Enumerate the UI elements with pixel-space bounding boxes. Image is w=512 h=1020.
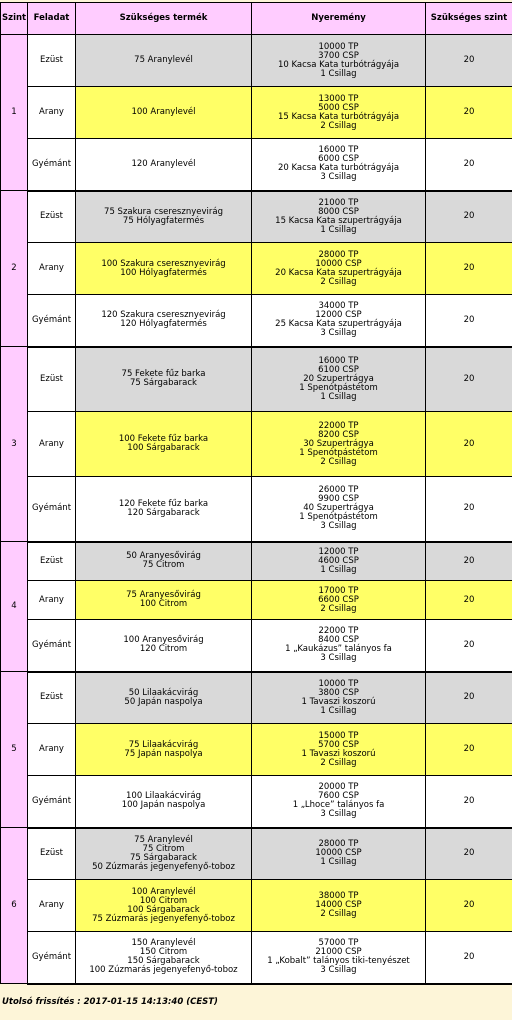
table-row xyxy=(1,347,512,412)
reward-cell: 34000 TP 12000 CSP 25 Kacsa Kata szupertrágyája 3 Csillag xyxy=(252,295,426,347)
required-cell: 100 Lilaakácvirág 100 Japán naspolya xyxy=(76,776,252,828)
table-row xyxy=(1,724,512,776)
required-cell: 120 Aranylevél xyxy=(76,139,252,191)
min-level-cell: 20 xyxy=(426,672,512,724)
table-row xyxy=(1,35,512,87)
min-level-cell: 20 xyxy=(426,295,512,347)
reward-cell: 38000 TP 14000 CSP 2 Csillag xyxy=(252,880,426,932)
required-cell: 150 Aranylevél 150 Citrom 150 Sárgabarack 100 Zúzmarás jegenyefenyő-toboz xyxy=(76,932,252,984)
required-cell: 75 Lilaakácvirág 75 Japán naspolya xyxy=(76,724,252,776)
task-cell: Arany xyxy=(28,880,76,932)
level-cell: 2 xyxy=(1,191,28,347)
required-cell: 120 Szakura cseresznyevirág 120 Hólyagfatermés xyxy=(76,295,252,347)
min-level-cell: 20 xyxy=(426,347,512,412)
reward-cell: 16000 TP 6000 CSP 20 Kacsa Kata turbótrágyája 3 Csillag xyxy=(252,139,426,191)
reward-cell: 28000 TP 10000 CSP 1 Csillag xyxy=(252,828,426,880)
reward-cell: 28000 TP 10000 CSP 20 Kacsa Kata szupertrágyája 2 Csillag xyxy=(252,243,426,295)
reward-cell: 57000 TP 21000 CSP 1 „Kobalt” talányos tiki-tenyészet 3 Csillag xyxy=(252,932,426,984)
header-reward: Nyeremény xyxy=(252,3,426,35)
event-table xyxy=(0,2,512,985)
reward-cell: 17000 TP 6600 CSP 2 Csillag xyxy=(252,581,426,620)
required-cell: 100 Szakura cseresznyevirág 100 Hólyagfatermés xyxy=(76,243,252,295)
reward-cell: 26000 TP 9900 CSP 40 Szupertrágya 1 Spenótpástétom 3 Csillag xyxy=(252,477,426,542)
reward-cell: 15000 TP 5700 CSP 1 Tavaszi koszorú 2 Csillag xyxy=(252,724,426,776)
table-row xyxy=(1,87,512,139)
level-cell: 3 xyxy=(1,347,28,542)
table-row xyxy=(1,620,512,672)
reward-cell: 22000 TP 8200 CSP 30 Szupertrágya 1 Spenótpástétom 2 Csillag xyxy=(252,412,426,477)
reward-cell: 10000 TP 3700 CSP 10 Kacsa Kata turbótrágyája 1 Csillag xyxy=(252,35,426,87)
task-cell: Ezüst xyxy=(28,347,76,412)
min-level-cell: 20 xyxy=(426,581,512,620)
min-level-cell: 20 xyxy=(426,620,512,672)
min-level-cell: 20 xyxy=(426,724,512,776)
min-level-cell: 20 xyxy=(426,880,512,932)
reward-cell: 10000 TP 3800 CSP 1 Tavaszi koszorú 1 Csillag xyxy=(252,672,426,724)
task-cell: Arany xyxy=(28,724,76,776)
table-row xyxy=(1,295,512,347)
table-row xyxy=(1,880,512,932)
table-row xyxy=(1,243,512,295)
required-cell: 50 Lilaakácvirág 50 Japán naspolya xyxy=(76,672,252,724)
reward-cell: 12000 TP 4600 CSP 1 Csillag xyxy=(252,542,426,581)
header-task: Feladat xyxy=(28,3,76,35)
reward-cell: 20000 TP 7600 CSP 1 „Lhoce” talányos fa 3 Csillag xyxy=(252,776,426,828)
table-row xyxy=(1,581,512,620)
level-cell: 6 xyxy=(1,828,28,984)
min-level-cell: 20 xyxy=(426,542,512,581)
required-cell: 75 Fekete fűz barka 75 Sárgabarack xyxy=(76,347,252,412)
task-cell: Ezüst xyxy=(28,191,76,243)
task-cell: Gyémánt xyxy=(28,620,76,672)
min-level-cell: 20 xyxy=(426,87,512,139)
task-cell: Gyémánt xyxy=(28,477,76,542)
reward-cell: 16000 TP 6100 CSP 20 Szupertrágya 1 Spenótpástétom 1 Csillag xyxy=(252,347,426,412)
required-cell: 75 Aranyesővirág 100 Citrom xyxy=(76,581,252,620)
task-cell: Gyémánt xyxy=(28,932,76,984)
task-cell: Arany xyxy=(28,581,76,620)
header-min-level: Szükséges szint xyxy=(426,3,512,35)
last-updated: Utolsó frissítés : 2017-01-15 14:13:40 (CEST) xyxy=(2,997,218,1007)
required-cell: 50 Aranyesővirág 75 Citrom xyxy=(76,542,252,581)
required-cell: 100 Aranyesővirág 120 Citrom xyxy=(76,620,252,672)
table-row xyxy=(1,776,512,828)
min-level-cell: 20 xyxy=(426,191,512,243)
table-header-row xyxy=(1,3,512,35)
required-cell: 75 Aranylevél xyxy=(76,35,252,87)
required-cell: 75 Aranylevél 75 Citrom 75 Sárgabarack 50 Zúzmarás jegenyefenyő-toboz xyxy=(76,828,252,880)
min-level-cell: 20 xyxy=(426,243,512,295)
required-cell: 75 Szakura cseresznyevirág 75 Hólyagfatermés xyxy=(76,191,252,243)
task-cell: Gyémánt xyxy=(28,139,76,191)
reward-cell: 13000 TP 5000 CSP 15 Kacsa Kata turbótrágyája 2 Csillag xyxy=(252,87,426,139)
min-level-cell: 20 xyxy=(426,412,512,477)
task-cell: Arany xyxy=(28,243,76,295)
reward-cell: 21000 TP 8000 CSP 15 Kacsa Kata szupertrágyája 1 Csillag xyxy=(252,191,426,243)
task-cell: Ezüst xyxy=(28,828,76,880)
task-cell: Ezüst xyxy=(28,542,76,581)
table-row xyxy=(1,139,512,191)
table-row xyxy=(1,672,512,724)
task-cell: Ezüst xyxy=(28,672,76,724)
task-cell: Gyémánt xyxy=(28,295,76,347)
required-cell: 100 Aranylevél 100 Citrom 100 Sárgabarack 75 Zúzmarás jegenyefenyő-toboz xyxy=(76,880,252,932)
reward-cell: 22000 TP 8400 CSP 1 „Kaukázus” talányos fa 3 Csillag xyxy=(252,620,426,672)
task-cell: Ezüst xyxy=(28,35,76,87)
required-cell: 100 Fekete fűz barka 100 Sárgabarack xyxy=(76,412,252,477)
min-level-cell: 20 xyxy=(426,776,512,828)
table-row xyxy=(1,932,512,984)
min-level-cell: 20 xyxy=(426,828,512,880)
table-row xyxy=(1,542,512,581)
header-required: Szükséges termék xyxy=(76,3,252,35)
header-level: Szint xyxy=(1,3,28,35)
required-cell: 100 Aranylevél xyxy=(76,87,252,139)
min-level-cell: 20 xyxy=(426,35,512,87)
level-cell: 1 xyxy=(1,35,28,191)
table-row xyxy=(1,828,512,880)
table-row xyxy=(1,191,512,243)
min-level-cell: 20 xyxy=(426,932,512,984)
required-cell: 120 Fekete fűz barka 120 Sárgabarack xyxy=(76,477,252,542)
min-level-cell: 20 xyxy=(426,477,512,542)
task-cell: Arany xyxy=(28,412,76,477)
level-cell: 4 xyxy=(1,542,28,672)
task-cell: Arany xyxy=(28,87,76,139)
task-cell: Gyémánt xyxy=(28,776,76,828)
min-level-cell: 20 xyxy=(426,139,512,191)
table-row xyxy=(1,477,512,542)
table-row xyxy=(1,412,512,477)
level-cell: 5 xyxy=(1,672,28,828)
